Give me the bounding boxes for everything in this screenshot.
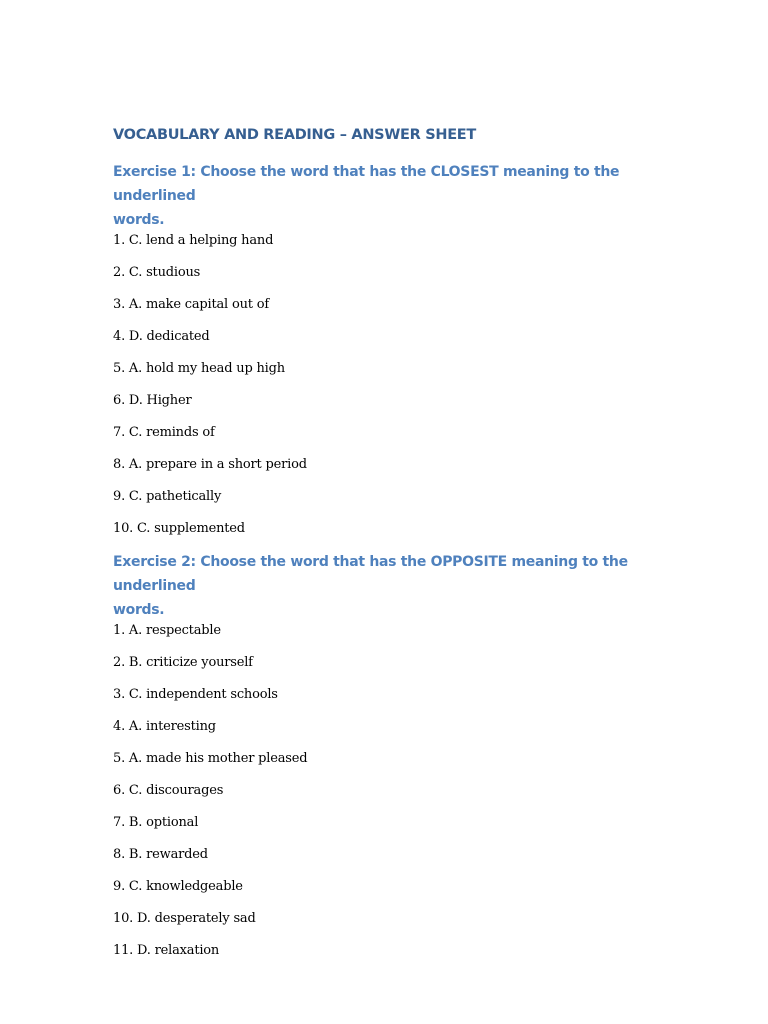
exercise-2-heading-line-1: Exercise 2: Choose the word that has the OPPOSITE meaning to the underlined — [113, 554, 628, 594]
exercise-2-heading-line-2: words. — [113, 602, 165, 618]
exercise-1-heading-line-1: Exercise 1: Choose the word that has the CLOSEST meaning to the underlined — [113, 164, 620, 204]
answer-item: 1. A. respectable — [113, 623, 221, 638]
answer-item: 7. C. reminds of — [113, 425, 215, 440]
answer-item: 7. B. optional — [113, 815, 199, 830]
exercise-2-answer-list — [113, 622, 673, 964]
answer-item: 6. C. discourages — [113, 783, 224, 798]
exercise-2-section — [113, 550, 673, 964]
exercise-1-heading-line-2: words. — [113, 212, 165, 228]
answer-item: 11. D. relaxation — [113, 943, 220, 958]
answer-item: 8. A. prepare in a short period — [113, 457, 307, 472]
answer-item: 8. B. rewarded — [113, 847, 208, 862]
answer-item: 10. D. desperately sad — [113, 911, 256, 926]
answer-item: 3. A. make capital out of — [113, 297, 269, 312]
answer-item: 9. C. knowledgeable — [113, 879, 243, 894]
answer-item: 3. C. independent schools — [113, 687, 278, 702]
exercise-1-heading — [113, 160, 673, 232]
answer-item: 6. D. Higher — [113, 393, 192, 408]
answer-item: 5. A. hold my head up high — [113, 361, 285, 376]
answer-item: 5. A. made his mother pleased — [113, 751, 308, 766]
exercise-1-answer-list — [113, 232, 673, 542]
document-body — [113, 124, 673, 964]
exercise-1-section — [113, 160, 673, 542]
exercise-2-heading — [113, 550, 673, 622]
answer-item: 4. D. dedicated — [113, 329, 210, 344]
answer-item: 1. C. lend a helping hand — [113, 233, 274, 248]
answer-item: 2. C. studious — [113, 265, 201, 280]
document-title: VOCABULARY AND READING – ANSWER SHEET — [113, 127, 477, 143]
answer-item: 9. C. pathetically — [113, 489, 222, 504]
answer-item: 2. B. criticize yourself — [113, 655, 253, 670]
answer-item: 10. C. supplemented — [113, 521, 245, 536]
answer-item: 4. A. interesting — [113, 719, 216, 734]
